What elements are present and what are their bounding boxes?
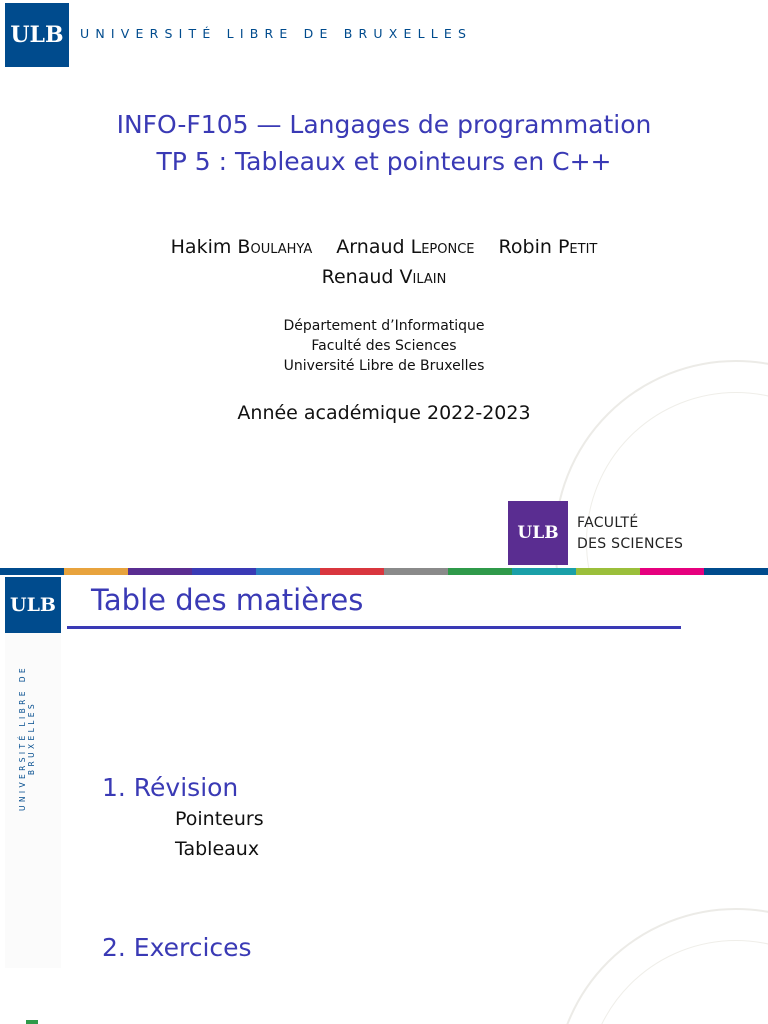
author: [336, 236, 474, 258]
toc-slide: [0, 568, 768, 1024]
frame-title: Table des matières: [91, 583, 364, 617]
author: [322, 266, 447, 288]
author-last-name: Vilain: [399, 266, 447, 288]
course-title: INFO-F105 — Langages de programmation: [116, 110, 652, 139]
title-underline: [67, 626, 681, 629]
academic-year: Année académique 2022-2023: [237, 402, 531, 424]
faculty-label-line1: FACULTÉ: [577, 515, 639, 531]
color-strip-segment: [320, 568, 384, 575]
authors-row: [0, 232, 768, 262]
university-full-name: Université Libre de Bruxelles: [283, 358, 485, 374]
ulb-logo: ULB: [5, 577, 61, 633]
toc-section[interactable]: 2. Exercices: [102, 933, 252, 962]
faculty-logo: ULB: [508, 501, 568, 565]
department-name: Département d’Informatique: [283, 318, 485, 334]
author: [499, 236, 598, 258]
author-first-name: Robin: [498, 236, 552, 258]
footer-mark: [26, 1020, 38, 1024]
color-strip-segment: [704, 568, 768, 575]
institute-block: [0, 316, 768, 376]
author-last-name: Petit: [557, 236, 598, 258]
color-strip-segment: [512, 568, 576, 575]
toc-subsection[interactable]: Tableaux: [175, 838, 260, 860]
university-name-header: UNIVERSITÉ LIBRE DE BRUXELLES: [80, 26, 473, 41]
color-strip: [0, 568, 768, 575]
toc-section[interactable]: 1. Révision: [102, 773, 239, 802]
faculty-label: [577, 513, 683, 555]
color-strip-segment: [640, 568, 704, 575]
university-seal-watermark: [554, 908, 768, 1024]
author-first-name: Arnaud: [336, 236, 405, 258]
color-strip-segment: [256, 568, 320, 575]
authors-row: [0, 262, 768, 292]
color-strip-segment: [0, 568, 64, 575]
author: [171, 236, 313, 258]
author-last-name: Boulahya: [237, 236, 313, 258]
color-strip-segment: [192, 568, 256, 575]
toc-subsection[interactable]: Pointeurs: [175, 808, 264, 830]
color-strip-segment: [64, 568, 128, 575]
color-strip-segment: [448, 568, 512, 575]
color-strip-segment: [128, 568, 192, 575]
session-title: TP 5 : Tableaux et pointeurs en C++: [156, 147, 612, 176]
vertical-university-name: UNIVERSITÉ LIBRE DE BRUXELLES: [18, 664, 36, 812]
ulb-logo: ULB: [5, 3, 69, 67]
author-first-name: Hakim: [170, 236, 232, 258]
author-last-name: Leponce: [410, 236, 475, 258]
faculty-label-line2: DES SCIENCES: [577, 536, 684, 552]
author-first-name: Renaud: [321, 266, 394, 288]
faculty-name: Faculté des Sciences: [311, 338, 457, 354]
color-strip-segment: [576, 568, 640, 575]
color-strip-segment: [384, 568, 448, 575]
